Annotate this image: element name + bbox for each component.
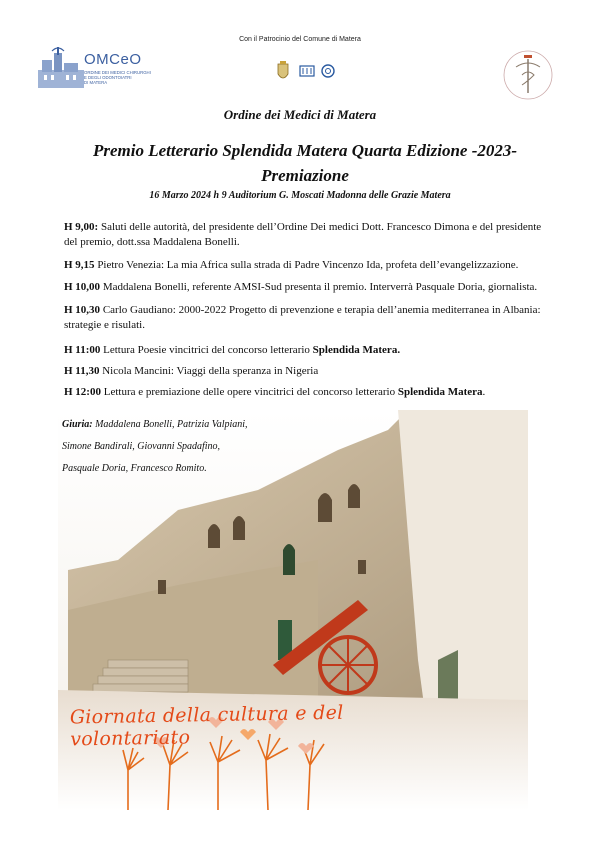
omceo-subtitle bbox=[84, 70, 174, 85]
program-tail: . bbox=[482, 386, 486, 398]
program-strong: Splendida Matera. bbox=[312, 344, 401, 356]
program-time: H 9,15 bbox=[64, 259, 95, 271]
patrocinio-text: Con il Patrocinio del Comune di Matera bbox=[239, 36, 361, 43]
giuria-line: Simone Bandirali, Giovanni Spadafino, bbox=[62, 441, 221, 452]
program-text: Maddalena Bonelli, referente AMSI-Sud presenta il premio. Interverrà Pasquale Doria, giornalista. bbox=[100, 281, 538, 293]
program-item bbox=[64, 303, 554, 332]
giuria-line: Maddalena Bonelli, Patrizia Valpiani, bbox=[92, 419, 248, 430]
program-item bbox=[64, 385, 554, 400]
program-text: Pietro Venezia: La mia Africa sulla strada di Padre Vincenzo Ida, profeta dell’evangelizzazione. bbox=[94, 259, 519, 271]
program-item bbox=[64, 258, 554, 273]
program-time: H 10,30 bbox=[64, 304, 101, 316]
program-text: Saluti delle autorità, del presidente dell’Ordine Dei medici Dott. Francesco Dimona e del presidente del premio, dott.ssa Maddalena Bonelli. bbox=[64, 221, 542, 248]
program-item bbox=[64, 343, 554, 358]
ordine-heading: Ordine dei Medici di Matera bbox=[223, 107, 377, 122]
amsi-logo bbox=[498, 45, 558, 105]
giuria-block bbox=[62, 414, 342, 480]
premio-title-line1: Premio Letterario Splendida Matera Quarta Edizione -2023- bbox=[92, 141, 518, 160]
giornata-title: Giornata della cultura e del volontariato bbox=[69, 701, 344, 751]
omceo-subtitle-line: DI MATERA bbox=[84, 80, 108, 85]
program-strong: Splendida Matera bbox=[397, 386, 483, 398]
program-text: Lettura e premiazione delle opere vincitrici del concorso letterario bbox=[100, 386, 398, 398]
comune-crest-icon bbox=[278, 61, 288, 78]
program-time: H 9,00: bbox=[64, 221, 99, 233]
premio-title-line2: Premiazione bbox=[261, 166, 349, 185]
premio-title bbox=[70, 138, 540, 188]
omceo-subtitle-line: E DEGLI ODONTOIATRI bbox=[84, 75, 132, 80]
program-time: H 12:00 bbox=[64, 386, 101, 398]
program-text: Nicola Mancini: Viaggi della speranza in Nigeria bbox=[99, 365, 319, 377]
giuria-label: Giuria: bbox=[62, 419, 93, 430]
program-time: H 11,30 bbox=[64, 365, 100, 377]
program-item bbox=[64, 280, 554, 295]
event-info: 16 Marzo 2024 h 9 Auditorium G. Moscati Madonna delle Grazie Matera bbox=[149, 190, 451, 201]
program-text: Lettura Poesie vincitrici del concorso letterario bbox=[100, 344, 313, 356]
giuria-line: Pasquale Doria, Francesco Romito. bbox=[62, 463, 207, 474]
omceo-city-icon bbox=[36, 45, 86, 90]
omceo-name: OMCeO bbox=[84, 51, 142, 68]
program-time: H 11:00 bbox=[64, 344, 101, 356]
center-logos bbox=[272, 60, 342, 84]
program-time: H 10,00 bbox=[64, 281, 101, 293]
program-item bbox=[64, 364, 554, 379]
unesco-icon bbox=[300, 66, 314, 76]
circle-emblem-icon bbox=[322, 65, 334, 77]
program-item bbox=[64, 220, 554, 249]
omceo-subtitle-line: ORDINE DEI MEDICI CHIRURGHI bbox=[84, 70, 151, 75]
program-text: Carlo Gaudiano: 2000-2022 Progetto di prevenzione e terapia dell’anemia mediterranea in Albania: strategie e risulati. bbox=[64, 304, 541, 331]
